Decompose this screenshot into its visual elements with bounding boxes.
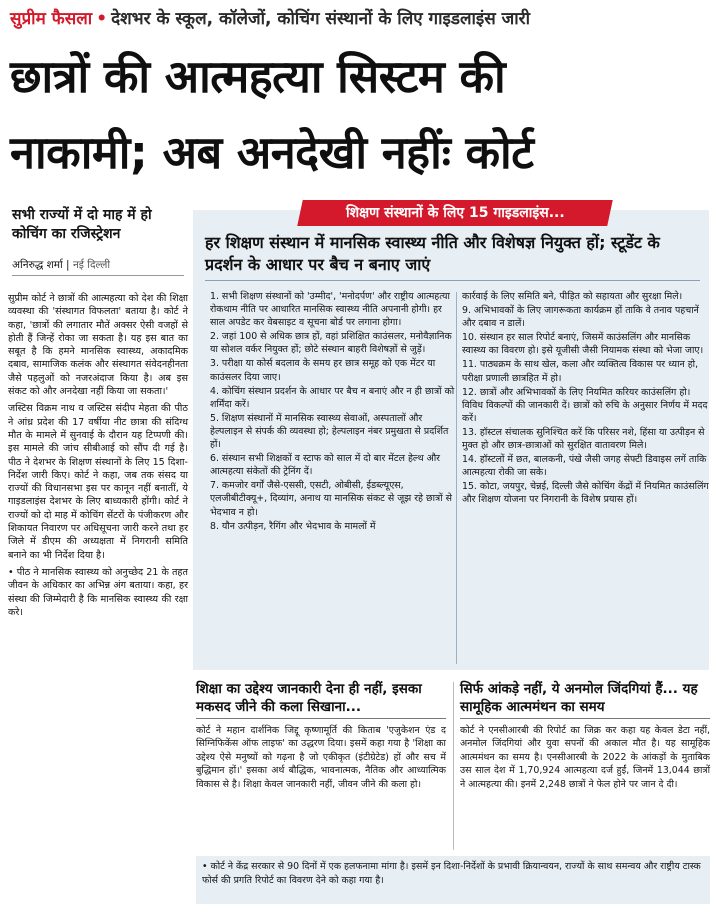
byline-location: नई दिल्ली <box>72 259 111 271</box>
guideline-item: 5. शिक्षण संस्थानों में मानसिक स्वास्थ्य सेवाओं, अस्पतालों और हेल्पलाइन से संपर्क की व्यवस्था हो; हेल्पलाइन नंबर प्रमुखता से प्रदर्शित हों। <box>210 412 449 451</box>
guideline-item: 6. संस्थान सभी शिक्षकों व स्टाफ को साल में दो बार मेंटल हेल्थ और आत्महत्या संकेतों की ट्रेनिंग दें। <box>210 453 441 478</box>
guideline-item: 14. हॉस्टलों में छत, बालकनी, पंखे जैसी जगह सेफ्टी डिवाइस लगें ताकि आत्महत्या रोकी जा सके। <box>462 454 707 479</box>
headline-line-2: नाकामी; अब अनदेखी नहींः कोर्ट <box>10 126 534 179</box>
kicker <box>10 6 710 29</box>
education-box-heading: शिक्षा का उद्देश्य जानकारी देना ही नहीं, इसका मकसद जीने की कला सिखाना... <box>196 681 422 715</box>
guideline-item: 2. जहां 100 से अधिक छात्र हों, वहां प्रशिक्षित काउंसलर, मनोवैज्ञानिक या सोशल वर्कर नियुक्त हों; छोटे संस्थान बाहरी विशेषज्ञों से जुड़ें। <box>210 331 452 356</box>
guideline-item: कार्रवाई के लिए समिति बने, पीड़ित को सहायता और सुरक्षा मिले। <box>462 291 683 302</box>
body-paragraph: • पीठ ने मानसिक स्वास्थ्य को अनुच्छेद 21 के तहत जीवन के अधिकार का अभिन्न अंग बताया। कहा, हर संस्था की जिम्मेदारी है कि मानसिक स्वास्थ्य की रक्षा करे। <box>8 566 188 618</box>
byline-separator: | <box>62 259 73 271</box>
body-paragraph: सुप्रीम कोर्ट ने छात्रों की आत्महत्या को देश की शिक्षा व्यवस्था की 'संस्थागत विफलता' बताया है। कोर्ट ने कहा, 'छात्रों की लगातार मौतें अक्सर ऐसी वजहों से होती हैं जिन्हें रोका जा सकता है। यह इस बात का सबूत है कि हमने मानसिक स्वास्थ्य, अकादमिक दबाव, सामाजिक कलंक और संस्थागत संवेदनहीनता जैसे पहलुओं को नजरअंदाज किया है। अब इस संकट को और अनदेखा नहीं किया जा सकता।' <box>8 293 188 398</box>
kicker-label: सुप्रीम फैसला <box>10 9 93 29</box>
education-box-text: कोर्ट ने महान दार्शनिक जिद्दू कृष्णामूर्ति की किताब 'एजुकेशन एंड द सिग्निफिकेंस ऑफ लाइफ' का उद्धरण दिया। इसमें कहा गया है 'शिक्षा का उद्देश्य ऐसे मनुष्यों को गढ़ना है जो एकीकृत (इंटीग्रेटेड) हों और सच में बुद्धिमान हों।' इसका अर्थ बौद्धिक, भावनात्मक, नैतिक और आध्यात्मिक विकास से है। शिक्षा केवल जानकारी नहीं, जीवन जीने की कला हो। <box>196 725 446 790</box>
article-body <box>8 292 188 623</box>
guidelines-list-right <box>462 290 710 508</box>
footer-note: • कोर्ट ने केंद्र सरकार से 90 दिनों में एक हलफनामा मांगा है। इसमें इन दिशा-निर्देशों के प्रभावी क्रियान्वयन, राज्यों के साथ समन्वय और राष्ट्रीय टास्क फोर्स की प्रगति रिपोर्ट का विवरण देने को कहा गया है। <box>196 856 710 904</box>
guidelines-tag-text: शिक्षण संस्थानों के लिए 15 गाइडलाइंस... <box>345 205 565 221</box>
statistics-box-text: कोर्ट ने एनसीआरबी की रिपोर्ट का जिक्र कर कहा यह केवल डेटा नहीं, अनमोल जिंदगियां और युवा सपनों की अकाल मौत है। यह सामूहिक आत्ममंथन का समय है। एनसीआरबी के 2022 के आंकड़ों के मुताबिक उस साल देश में 1,70,924 आत्महत्या दर्ज हुईं, जिनमें 13,044 छात्रों ने आत्महत्या की। इनमें 2,248 छात्रों ने फेल होने पर जान दे दी। <box>460 725 710 790</box>
guideline-item: 9. अभिभावकों के लिए जागरूकता कार्यक्रम हों ताकि वे तनाव पहचानें और दबाव न डालें। <box>462 305 699 330</box>
guideline-item: 15. कोटा, जयपुर, चेन्नई, दिल्ली जैसे कोचिंग केंद्रों में नियमित काउंसलिंग और शिक्षण योजना पर निगरानी के विशेष प्रयास हों। <box>462 481 709 506</box>
statistics-box-heading: सिर्फ आंकड़े नहीं, ये अनमोल जिंदगियां हैं... यह सामूहिक आत्ममंथन का समय <box>460 681 698 715</box>
guideline-item: 1. सभी शिक्षण संस्थानों को 'उम्मीद', 'मनोदर्पण' और राष्ट्रीय आत्महत्या रोकथाम नीति पर आधारित मानसिक स्वास्थ्य नीति अपनानी होगी। हर साल अपडेट कर वेबसाइट व सूचना बोर्ड पर लगाना होगा। <box>210 291 450 329</box>
guideline-item: 8. यौन उत्पीड़न, रैगिंग और भेदभाव के मामलों में <box>210 520 376 532</box>
statistics-box-rule <box>460 718 710 719</box>
byline <box>12 258 184 276</box>
guidelines-list-left <box>210 290 458 534</box>
subdeck: सभी राज्यों में दो माह में हो कोचिंग का रजिस्ट्रेशन <box>12 207 152 242</box>
byline-author: अनिरुद्ध शर्मा <box>12 259 63 271</box>
box-divider <box>453 682 454 850</box>
body-paragraph: जस्टिस विक्रम नाथ व जस्टिस संदीप मेहता की पीठ ने आंध्र प्रदेश की 17 वर्षीया नीट छात्रा की संदिग्ध मौत के मामले में सुनवाई के दौरान यह टिप्पणी की। इस मामले की जांच सीबीआई को सौंप दी गई है। पीठ ने देशभर के शिक्षण संस्थानों के लिए 15 दिशा-निर्देश जारी किए। कोर्ट ने कहा, जब तक संसद या राज्यों की विधानसभा इस पर कानून नहीं बनातीं, ये गाइडलाइंस देशभर के लिए बाध्यकारी होंगी। कोर्ट ने राज्यों को दो माह में कोचिंग सेंटरों के पंजीकरण और शिकायत निवारण पर अधिसूचना जारी करने तथा हर जिले में डीएम की अध्यक्षता में निगरानी समिति बनाने का भी निर्देश दिया है। <box>8 403 188 561</box>
guideline-item: 7. कमजोर वर्गों जैसे-एससी, एसटी, ओबीसी, ईडब्ल्यूएस, एलजीबीटीक्यू+, दिव्यांग, अनाथ या मानसिक संकट से जूझ रहे छात्रों से भेदभाव न हो। <box>210 480 452 518</box>
guidelines-heading: हर शिक्षण संस्थान में मानसिक स्वास्थ्य नीति और विशेषज्ञ नियुक्त हों; स्टूडेंट के प्रदर्शन के आधार पर बैच न बनाए जाएं <box>205 233 660 274</box>
kicker-text: देशभर के स्कूल, कॉलेजों, कोचिंग संस्थानों के लिए गाइडलाइंस जारी <box>111 9 531 29</box>
guidelines-tag <box>297 200 613 226</box>
panel-divider <box>205 280 700 281</box>
column-divider <box>456 292 457 664</box>
headline-line-1: छात्रों की आत्महत्या सिस्टम की <box>10 50 506 103</box>
guideline-item: 10. संस्थान हर साल रिपोर्ट बनाएं, जिसमें काउंसलिंग और मानसिक स्वास्थ्य का विवरण हो। इसे यूजीसी जैसी नियामक संस्था को भेजा जाए। <box>462 332 704 357</box>
kicker-bullet: • <box>96 9 108 29</box>
guideline-item: 4. कोचिंग संस्थान प्रदर्शन के आधार पर बैच न बनाएं और न ही छात्रों को शर्मिंदा करें। <box>210 385 455 410</box>
guideline-item: 11. पाठ्यक्रम के साथ खेल, कला और व्यक्तित्व विकास पर ध्यान हो, परीक्षा प्रणाली छात्रहित में हो। <box>462 359 699 384</box>
guideline-item: 13. हॉस्टल संचालक सुनिश्चित करें कि परिसर नशे, हिंसा या उत्पीड़न से मुक्त हो और छात्र-छात्राओं को सुरक्षित वातावरण मिले। <box>462 426 705 452</box>
education-box-rule <box>196 718 446 719</box>
guideline-item: 12. छात्रों और अभिभावकों के लिए नियमित करियर काउंसलिंग हो। विविध विकल्पों की जानकारी दें। छात्रों को रुचि के अनुसार निर्णय में मदद करें। <box>462 386 708 424</box>
guideline-item: 3. परीक्षा या कोर्स बदलाव के समय हर छात्र समूह को एक मेंटर या काउंसलर दिया जाए। <box>210 358 436 383</box>
